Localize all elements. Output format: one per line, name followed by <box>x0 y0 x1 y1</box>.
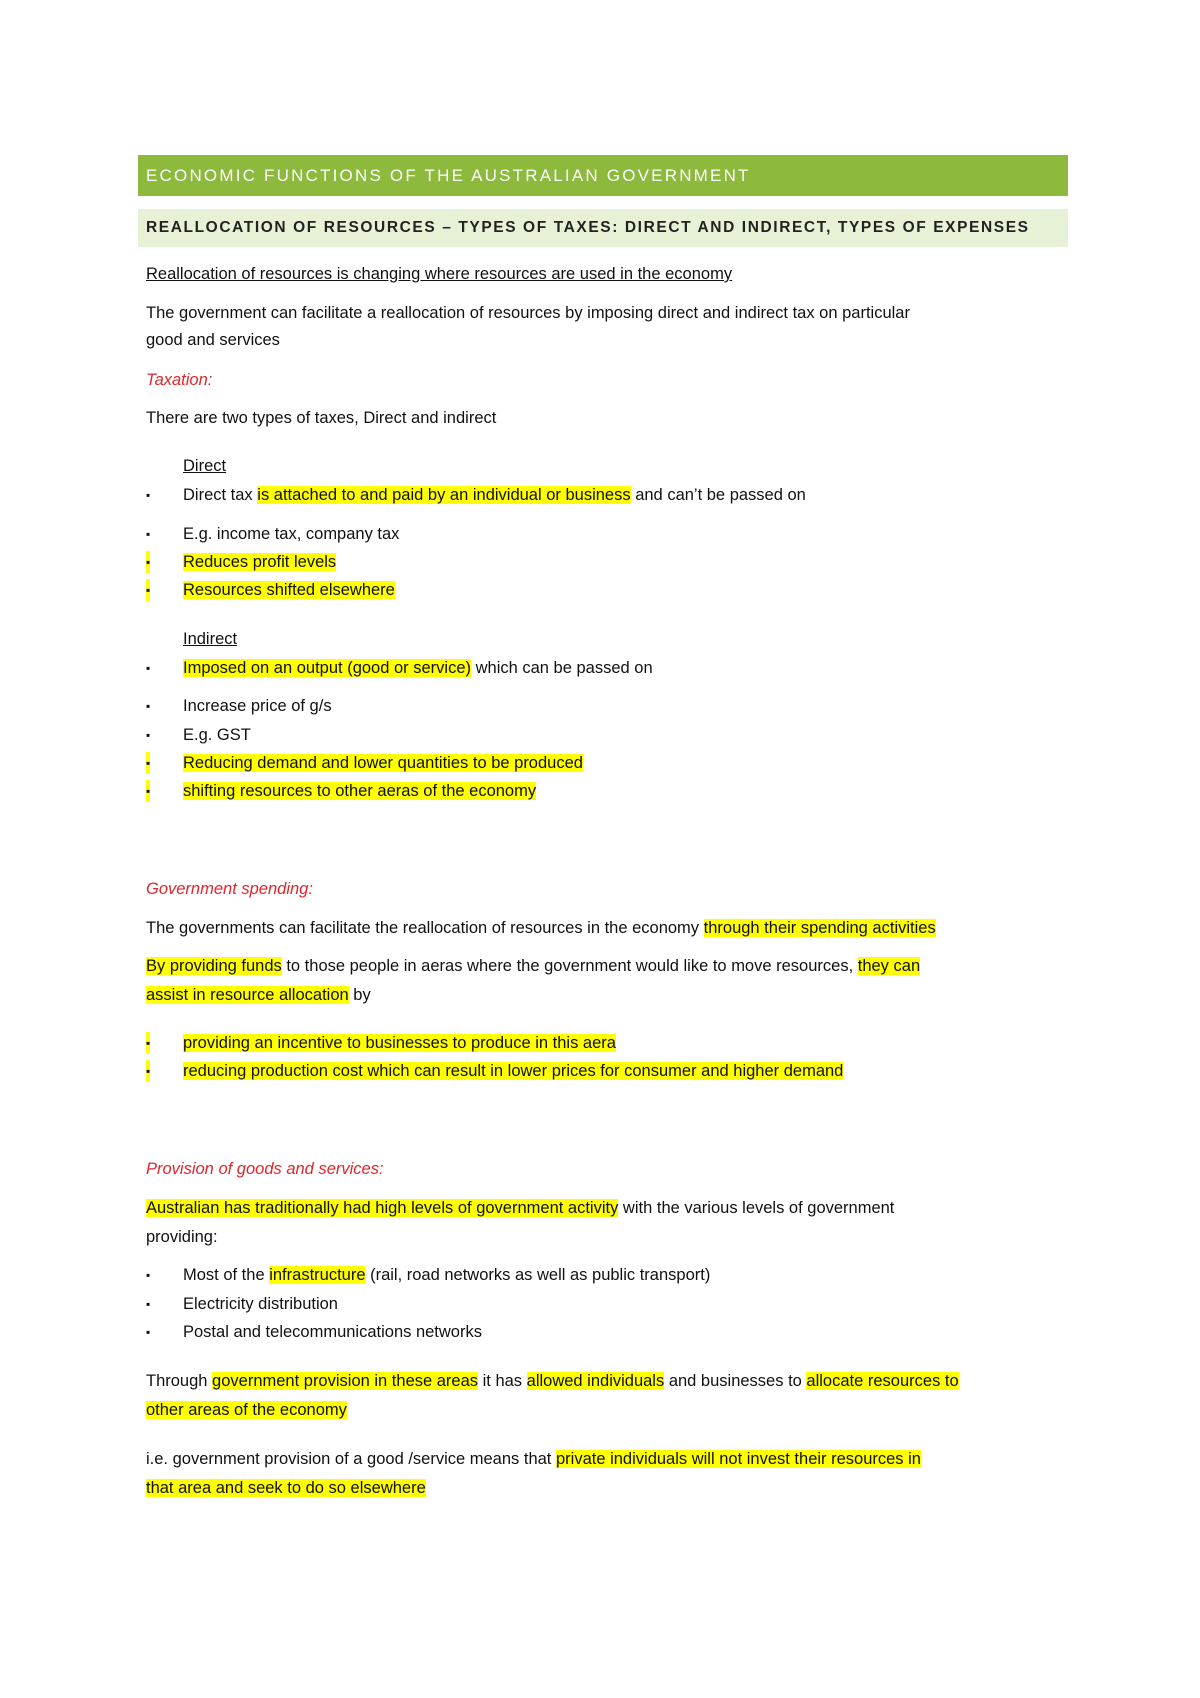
highlighted-text: through their spending activities <box>703 919 936 937</box>
text: with the various levels of government <box>618 1199 895 1217</box>
highlighted-text: Reduces profit levels <box>183 553 337 571</box>
highlighted-text: is attached to and paid by an individual or business <box>257 486 631 504</box>
highlighted-text: assist in resource allocation <box>146 986 349 1004</box>
text: it has <box>478 1372 527 1390</box>
spending-bullet-1 <box>183 1032 616 1054</box>
intro-line-1: The government can facilitate a reallocation of resources by imposing direct and indirect tax on particular <box>146 304 910 322</box>
spending-line-3 <box>146 984 371 1006</box>
highlighted-text: Reducing demand and lower quantities to be produced <box>183 754 583 772</box>
subsection-heading: REALLOCATION OF RESOURCES – TYPES OF TAXES: DIRECT AND INDIRECT, TYPES OF EXPENSES <box>138 209 1068 247</box>
direct-title: Direct <box>183 457 227 475</box>
indirect-bullet-2: Increase price of g/s <box>183 697 332 715</box>
text: The governments can facilitate the reallocation of resources in the economy <box>146 919 704 937</box>
text: i.e. government provision of a good /service means that <box>146 1450 556 1468</box>
spending-heading: Government spending: <box>146 880 313 898</box>
text: and can’t be passed on <box>630 486 806 504</box>
indirect-bullet-4 <box>183 752 583 774</box>
text: Most of the <box>183 1266 270 1284</box>
taxation-heading: Taxation: <box>146 371 213 389</box>
section-heading: ECONOMIC FUNCTIONS OF THE AUSTRALIAN GOVERNMENT <box>138 155 1068 196</box>
highlighted-text: government provision in these areas <box>212 1372 479 1390</box>
text: which can be passed on <box>471 659 653 677</box>
bullet-icon: ▪ <box>146 1060 150 1082</box>
highlighted-text: Australian has traditionally had high levels of government activity <box>146 1199 619 1217</box>
bullet-icon: ▪ <box>146 579 150 601</box>
ie-line-1 <box>146 1448 921 1470</box>
spending-line-1 <box>146 917 936 939</box>
provision-bullet-2: Electricity distribution <box>183 1295 338 1313</box>
direct-bullet-2: E.g. income tax, company tax <box>183 525 400 543</box>
highlighted-text: infrastructure <box>269 1266 366 1284</box>
taxation-text: There are two types of taxes, Direct and indirect <box>146 409 497 427</box>
provision-bullet-1 <box>183 1264 710 1286</box>
bullet-icon: ▪ <box>146 728 151 742</box>
indirect-title: Indirect <box>183 630 238 648</box>
bullet-icon: ▪ <box>146 661 151 675</box>
highlighted-text: allocate resources to <box>806 1372 959 1390</box>
text: to those people in aeras where the government would like to move resources, <box>281 957 858 975</box>
text: (rail, road networks as well as public transport) <box>365 1266 711 1284</box>
highlighted-text: By providing funds <box>146 957 282 975</box>
bullet-icon: ▪ <box>146 699 151 713</box>
spending-line-2 <box>146 955 920 977</box>
highlighted-text: private individuals will not invest their resources in <box>555 1450 921 1468</box>
intro-line-2: good and services <box>146 331 280 349</box>
highlighted-text: reducing production cost which can result in lower prices for consumer and higher demand <box>183 1062 844 1080</box>
ie-line-2 <box>146 1477 426 1499</box>
highlighted-text: shifting resources to other aeras of the economy <box>183 782 537 800</box>
bullet-icon: ▪ <box>146 488 151 502</box>
indirect-bullet-3: E.g. GST <box>183 726 251 744</box>
bullet-icon: ▪ <box>146 551 150 573</box>
through-line-1 <box>146 1370 959 1392</box>
text: Through <box>146 1372 213 1390</box>
direct-bullet-4 <box>183 579 395 601</box>
text: Direct tax <box>183 486 258 504</box>
through-line-2 <box>146 1399 347 1421</box>
highlighted-text: other areas of the economy <box>146 1401 347 1419</box>
indirect-bullet-1 <box>183 657 653 679</box>
direct-bullet-1 <box>183 484 806 506</box>
bullet-icon: ▪ <box>146 1325 151 1339</box>
text: and businesses to <box>664 1372 807 1390</box>
provision-line-1 <box>146 1197 894 1219</box>
highlighted-text: allowed individuals <box>526 1372 665 1390</box>
highlighted-text: that area and seek to do so elsewhere <box>146 1479 426 1497</box>
bullet-icon: ▪ <box>146 752 150 774</box>
spending-bullet-2 <box>183 1060 843 1082</box>
text: by <box>348 986 371 1004</box>
provision-heading: Provision of goods and services: <box>146 1160 384 1178</box>
highlighted-text: they can <box>857 957 921 975</box>
highlighted-text: Resources shifted elsewhere <box>183 581 395 599</box>
bullet-icon: ▪ <box>146 1297 151 1311</box>
bullet-icon: ▪ <box>146 1268 151 1282</box>
indirect-bullet-5 <box>183 780 536 802</box>
highlighted-text: Imposed on an output (good or service) <box>183 659 472 677</box>
intro-definition: Reallocation of resources is changing where resources are used in the economy <box>146 265 733 283</box>
bullet-icon: ▪ <box>146 1032 150 1054</box>
highlighted-text: providing an incentive to businesses to produce in this aera <box>183 1034 616 1052</box>
provision-bullet-3: Postal and telecommunications networks <box>183 1323 482 1341</box>
provision-line-2: providing: <box>146 1228 218 1246</box>
direct-bullet-3 <box>183 551 336 573</box>
bullet-icon: ▪ <box>146 527 151 541</box>
bullet-icon: ▪ <box>146 780 150 802</box>
